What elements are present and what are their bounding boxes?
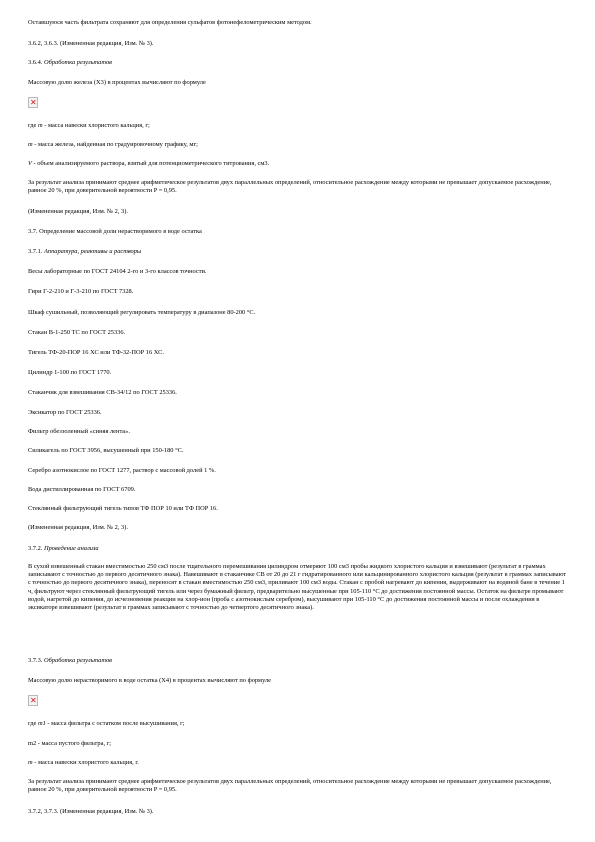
list-item-scales (28, 268, 570, 276)
paragraph-v-volume (28, 160, 570, 168)
paragraph-text: Стаканчик для взвешивания СВ-34/12 по ГОСТ 25336. (28, 389, 177, 396)
list-item-distilled-water (28, 486, 570, 494)
list-item-drying-oven (28, 309, 570, 317)
paragraph-text: - масса навески хлористого кальция, г. (32, 759, 139, 766)
paragraph-text: - объем анализируемого раствора, взятый для потенциометрического титрования, см3. (31, 160, 270, 167)
paragraph-text: - масса железа, найденная по градуировочному графику, мг; (32, 141, 198, 148)
section-number: 3.7.3. (28, 657, 44, 664)
paragraph-text: За результат анализа принимают среднее арифметическое результатов двух параллельных определений, относительное расхождение между которыми не превышает допускаемое расхождение, равное 20 %, при доверительной вероятности P = 0,95. (28, 179, 552, 195)
variable-symbol: V (28, 160, 32, 167)
paragraph-text: - масса навески хлористого кальция, г; (42, 122, 150, 129)
list-item-crucible (28, 349, 570, 357)
paragraph-text: В сухой взвешенный стакан вместимостью 250 см3 после тщательного перемешивания цилиндром отмеряют 100 см3 пробы жидкого хлористого кальция и взвешивают (результат в граммах записывают с точностью до первого десятичного знака). Навешивают в стаканчике СВ от 20 до 21 г гидратированного или кальцинированного хлористого кальция (результат в граммах записывают с точностью до первого десятичного знака), переносят в стакан вместимостью 250 см3, приливают 100 см3 воды. Стакан с пробой нагревают до кипения, выдерживают на водяной бане в течение 1 ч, фильтруют через стеклянный фильтрующий тигель или через бумажный фильтр, предварительно высушенные при 105-110 °С до достижения постоянной массы. Остаток на фильтре промывают водой, нагретой до кипения, до исчезновения реакции на хлор-ион (проба с азотнокислым серебром), высушивают при 105-110 °С до достижения постоянной массы и после охлаждения в эксикаторе взвешивают (результат в граммах записывают с точностью до четвертого десятичного знака). (28, 563, 567, 612)
heading-372 (28, 545, 570, 553)
broken-image-icon (28, 695, 38, 706)
paragraph-text: Тигель ТФ-20-ПОР 16 ХС или ТФ-32-ПОР 16 ХС. (28, 349, 164, 356)
paragraph-text: Вода дистиллированная по ГОСТ 6709. (28, 486, 136, 493)
paragraph-result-residue (28, 778, 570, 794)
document-page (28, 0, 570, 842)
list-item-glass-crucible (28, 505, 570, 513)
paragraph-text: Оставшуюся часть фильтрата сохраняют для определения сульфатов фотонефелометрическим методом. (28, 19, 312, 26)
paragraph-amendment-2-3-a (28, 208, 570, 216)
paragraph-text: m2 - масса пустого фильтра, г; (28, 740, 112, 747)
heading-364 (28, 59, 570, 67)
list-item-weighing-bottle (28, 389, 570, 397)
paragraph-text: (Измененная редакция, Изм. № 2, 3). (28, 208, 128, 215)
variable-symbol: m (28, 141, 33, 148)
paragraph-text: Стакан В-1-250 ТС по ГОСТ 25336. (28, 329, 126, 336)
variable-symbol: m1 (38, 720, 46, 727)
list-item-silica-gel (28, 447, 570, 455)
paragraph-text: (Измененная редакция, Изм. № 2, 3). (28, 524, 128, 531)
paragraph-filtrate-sulfates (28, 19, 570, 27)
paragraph-where-m (28, 122, 570, 130)
section-number: 3.7.1. (28, 248, 44, 255)
section-number: 3.7.2. (28, 545, 44, 552)
paragraph-result-iron (28, 179, 570, 195)
section-title: Проведение анализа (43, 545, 99, 552)
paragraph-text: Эксикатор по ГОСТ 25336. (28, 409, 102, 416)
paragraph-text: 3.7.2, 3.7.3. (Измененная редакция, Изм. № 3). (28, 808, 154, 815)
paragraph-text: Цилиндр 1-100 по ГОСТ 1770. (28, 369, 112, 376)
paragraph-iron-formula-intro (28, 79, 570, 87)
paragraph-text: - масса фильтра с остатком после высушивания, г; (45, 720, 185, 727)
section-title: Обработка результатов (43, 657, 112, 664)
heading-37 (28, 228, 570, 236)
paragraph-text: Весы лабораторные по ГОСТ 24104 2-го и 3-го классов точности. (28, 268, 207, 275)
paragraph-m-iron-mass (28, 141, 570, 149)
paragraph-text: Стеклянный фильтрующий тигель типов ТФ ПОР 10 или ТФ ПОР 16. (28, 505, 218, 512)
list-item-desiccator (28, 409, 570, 417)
formula-x3-image (28, 97, 570, 111)
paragraph-residue-formula-intro (28, 677, 570, 685)
paragraph-text: Массовую долю нерастворимого в воде остатка (X4) в процентах вычисляют по формуле (28, 677, 272, 684)
section-title: Аппаратура, реактивы и растворы (43, 248, 142, 255)
paragraph-text: Фильтр обеззоленный «синяя лента». (28, 428, 130, 435)
paragraph-text: Гири Г-2-210 и Г-3-210 по ГОСТ 7328. (28, 288, 134, 295)
paragraph-m2 (28, 740, 570, 748)
section-number: 3.6.4. (28, 59, 44, 66)
formula-x4-image (28, 695, 570, 709)
broken-image-icon (28, 97, 38, 108)
paragraph-text: 3.6.2, 3.6.3. (Измененная редакция, Изм. № 3). (28, 40, 154, 47)
paragraph-amendment-362-363 (28, 40, 570, 48)
paragraph-amendment-2-3-b (28, 524, 570, 532)
variable-symbol: m (38, 122, 43, 129)
list-item-beaker (28, 329, 570, 337)
paragraph-text: Шкаф сушильный, позволяющий регулировать температуру в диапазоне 80-200 °С. (28, 309, 256, 316)
heading-373 (28, 657, 570, 665)
text-prefix: где (28, 720, 38, 727)
heading-371 (28, 248, 570, 256)
list-item-cylinder (28, 369, 570, 377)
list-item-silver-nitrate (28, 467, 570, 475)
variable-symbol: m (28, 759, 33, 766)
paragraph-text: За результат анализа принимают среднее арифметическое результатов двух параллельных определений, относительное расхождение между которыми не превышает допускаемое расхождение, равное 20 %, при доверительной вероятности P = 0,95. (28, 778, 552, 794)
paragraph-amendment-372-373 (28, 808, 570, 816)
list-item-weights (28, 288, 570, 296)
paragraph-where-m1 (28, 720, 570, 728)
paragraph-text: Массовую долю железа (X3) в процентах вычисляют по формуле (28, 79, 206, 86)
paragraph-m-sample-mass (28, 759, 570, 767)
list-item-filter (28, 428, 570, 436)
paragraph-analysis-procedure (28, 563, 570, 612)
paragraph-text: Силикагель по ГОСТ 3956, высушенный при 150-180 °С. (28, 447, 184, 454)
paragraph-text: 3.7. Определение массовой доли нерастворимого в воде остатка (28, 228, 202, 235)
paragraph-text: Серебро азотнокислое по ГОСТ 1277, раствор с массовой долей 1 %. (28, 467, 216, 474)
text-prefix: где (28, 122, 38, 129)
section-title: Обработка результатов (43, 59, 112, 66)
